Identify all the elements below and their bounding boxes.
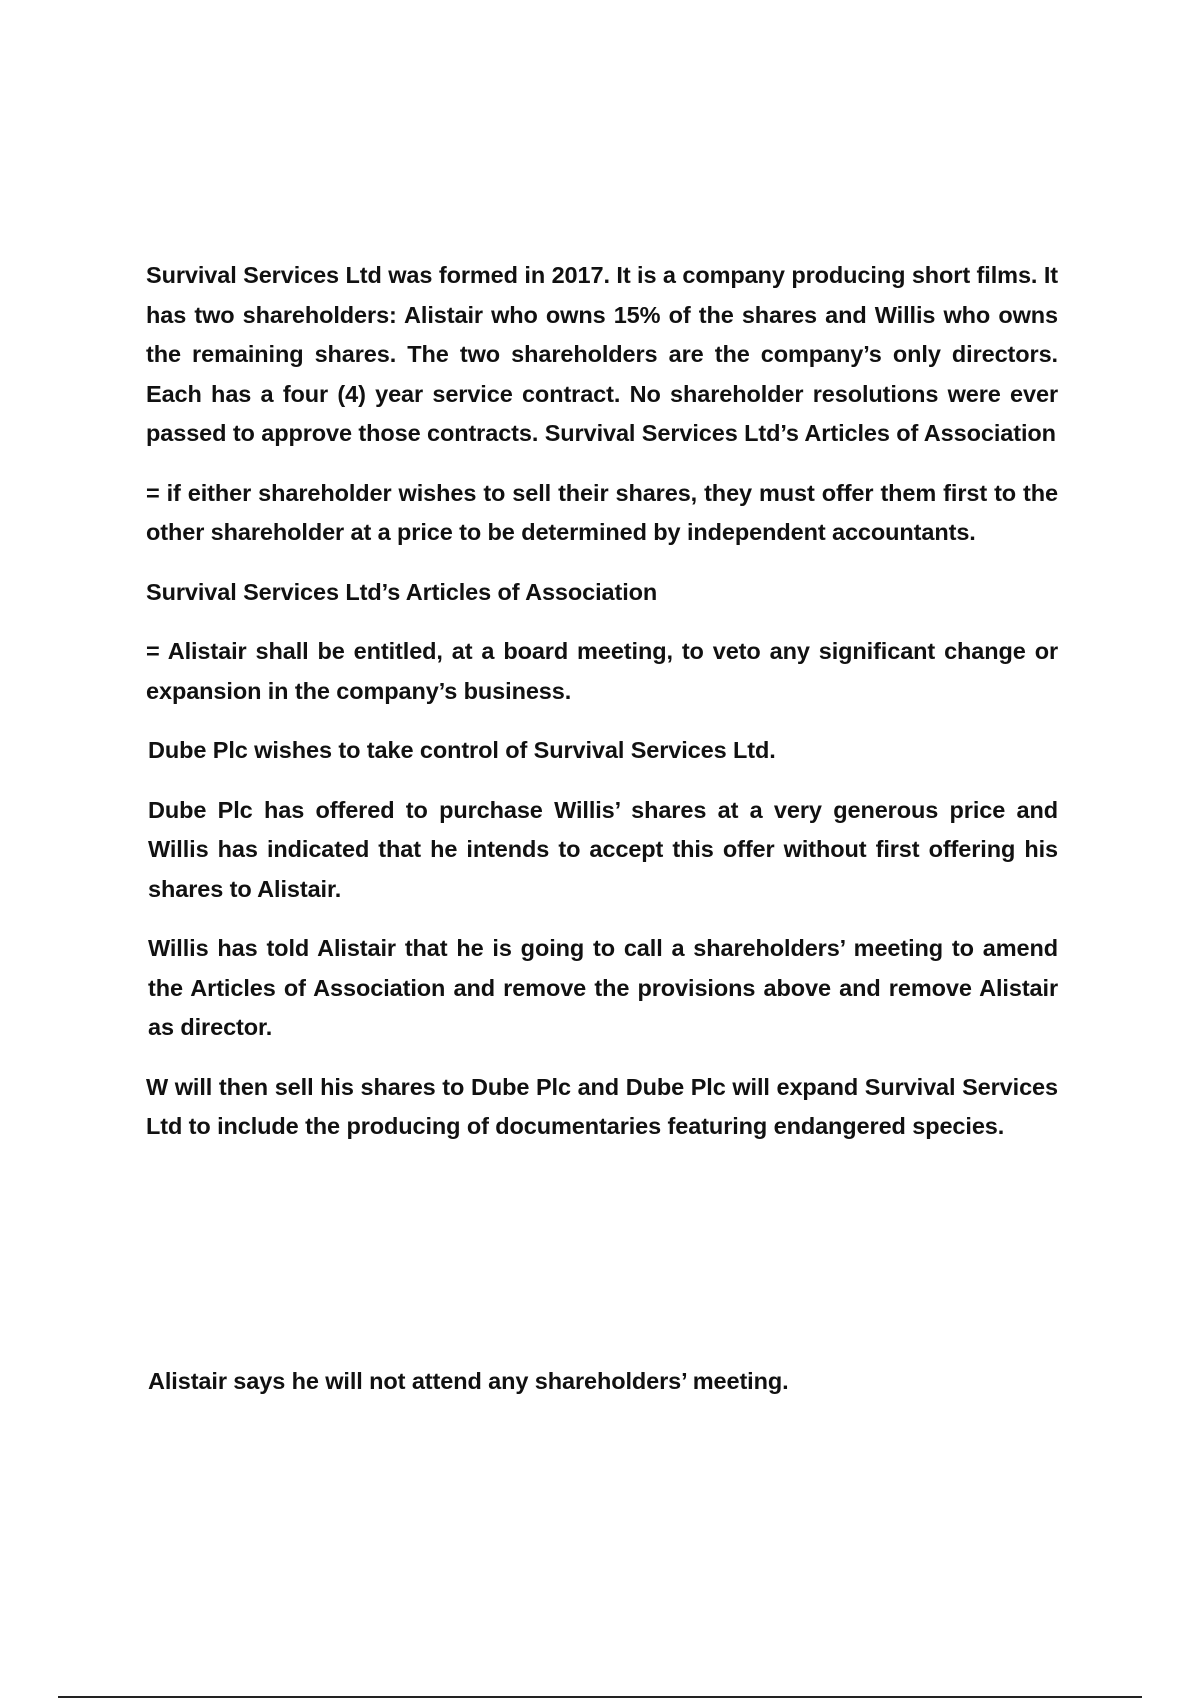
paragraph-articles-heading: Survival Services Ltd’s Articles of Association	[146, 578, 658, 605]
paragraph-willis-meeting: Willis has told Alistair that he is going to call a shareholders’ meeting to amend the Articles of Association and remove the provisions above and remove Alistair as director.	[148, 935, 1058, 1040]
paragraph-sale-expansion: W will then sell his shares to Dube Plc and Dube Plc will expand Survival Services Ltd to include the producing of documentaries featuring endangered species.	[146, 1073, 1058, 1139]
paragraph-veto-clause: = Alistair shall be entitled, at a board meeting, to veto any significant change or expansion in the company’s business.	[146, 638, 1058, 704]
paragraph-preemption-clause: = if either shareholder wishes to sell their shares, they must offer them first to the other shareholder at a price to be determined by independent accountants.	[146, 479, 1058, 545]
footer-divider	[58, 1696, 1142, 1698]
document-body	[146, 256, 1058, 1147]
paragraph-company-background: Survival Services Ltd was formed in 2017. It is a company producing short films. It has two shareholders: Alistair who owns 15% of the shares and Willis who owns the remaining shares. The two shareholders are the company’s only directors. Each has a four (4) year service contract. No shareholder resolutions were ever passed to approve those contracts. Survival Services Ltd’s Articles of Association	[146, 262, 1058, 446]
paragraph-dube-control: Dube Plc wishes to take control of Survival Services Ltd.	[148, 737, 776, 763]
paragraph-alistair-refusal: Alistair says he will not attend any shareholders’ meeting.	[148, 1368, 789, 1394]
paragraph-dube-offer: Dube Plc has offered to purchase Willis’ shares at a very generous price and Willis has indicated that he intends to accept this offer without first offering his shares to Alistair.	[148, 796, 1058, 902]
